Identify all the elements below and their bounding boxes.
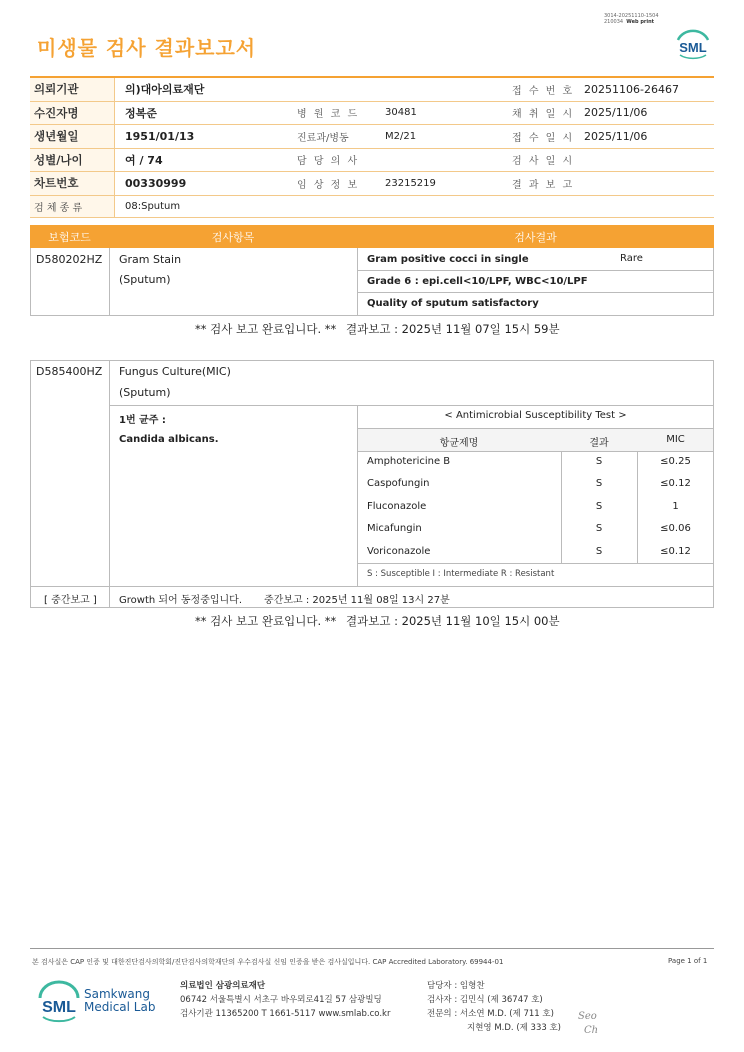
col-drug: 항균제명 (439, 438, 479, 449)
col-result: 결과 (589, 438, 609, 449)
report-complete: ** 검사 보고 완료입니다. ** (195, 614, 337, 628)
test-name: Fungus Culture(MIC) (119, 365, 231, 378)
sml-logo-icon (674, 26, 712, 60)
report-code: 3014-20251110-1504 210034 Web print (604, 13, 659, 25)
interim-report-time: 중간보고 : 2025년 11월 08일 13시 27분 (264, 595, 450, 606)
report-time: 결과보고 : 2025년 11월 07일 15시 59분 (346, 322, 560, 336)
gram-result-2: Grade 6 : epi.cell<10/LPF, WBC<10/LPF (367, 276, 588, 287)
drug-result: S (595, 546, 603, 557)
signature: Seo Ch (578, 1011, 599, 1036)
gram-result-1: Gram positive cocci in single (367, 254, 529, 265)
insurance-code: D585400HZ (36, 365, 103, 378)
gram-result-3: Quality of sputum satisfactory (367, 298, 539, 309)
interim-text: Growth 되어 동정중입니다. (119, 595, 243, 606)
drug-mic: 1 (672, 501, 679, 512)
drug-name: Amphotericine B (367, 456, 451, 467)
info-row: 의뢰기관 의)대아의료재단 접 수 번 호 20251106-26467 (30, 78, 714, 102)
drug-name: Fluconazole (367, 501, 427, 512)
drug-name: Voriconazole (367, 546, 431, 557)
drug-result: S (595, 478, 603, 489)
specimen: (Sputum) (119, 273, 171, 286)
drug-mic: ≤0.12 (660, 478, 691, 489)
drug-name: Micafungin (367, 523, 422, 534)
company-name: Samkwang Medical Lab (84, 987, 156, 1014)
company-info: 의료법인 삼광의료재단 06742 서울특별시 서초구 바우뫼로41길 57 삼광빌딩 검사기관 11365200 T 1661-5117 www.smlab.co.kr (180, 981, 391, 1019)
ast-legend: S : Susceptible I : Intermediate R : Resistant (367, 569, 555, 579)
certification-note: 본 검사실은 CAP 인증 및 대한진단검사의학회/진단검사의학재단의 우수검사실 신임 인증을 받은 검사실입니다. CAP Accredited Laboratory. 69944-01 (32, 958, 504, 966)
info-row: 차트번호 00330999 임 상 정 보 23215219 결 과 보 고 (30, 172, 714, 196)
drug-name: Caspofungin (367, 478, 430, 489)
info-row: 검 체 종 류 08:Sputum (30, 196, 714, 218)
drug-result: S (595, 501, 603, 512)
interim-label: [ 중간보고 ] (44, 595, 97, 606)
strain-label: 1번 균주 : (119, 415, 166, 426)
col-mic: MIC (666, 434, 685, 445)
drug-mic: ≤0.12 (660, 546, 691, 557)
gram-result-1-value: Rare (620, 253, 643, 264)
drug-result: S (595, 456, 603, 467)
info-row: 성별/나이 여 / 74 담 당 의 사 검 사 일 시 (30, 149, 714, 173)
strain-name: Candida albicans. (119, 434, 219, 445)
svg-text:SML: SML (679, 40, 707, 55)
drug-mic: ≤0.06 (660, 523, 691, 534)
svg-text:SML: SML (42, 999, 76, 1016)
page-number: Page 1 of 1 (668, 957, 708, 965)
drug-result: S (595, 523, 603, 534)
specimen: (Sputum) (119, 386, 171, 399)
report-time: 결과보고 : 2025년 11월 10일 15시 00분 (346, 614, 560, 628)
patient-info-table (30, 76, 714, 218)
info-row: 수진자명 정복준 병 원 코 드 30481 채 취 일 시 2025/11/06 (30, 102, 714, 126)
insurance-code: D580202HZ (36, 253, 103, 266)
staff-info: 담당자 : 임형찬 검사자 : 김민식 (제 36747 호) 전문의 : 서소연 M.D. (제 711 호) 지현영 M.D. (제 333 호) (427, 981, 562, 1033)
report-complete: ** 검사 보고 완료입니다. ** (195, 322, 337, 336)
page-title: 미생물 검사 결과보고서 (37, 36, 257, 60)
drug-mic: ≤0.25 (660, 456, 691, 467)
results-table-header: 보험코드 검사항목 검사결과 (30, 225, 714, 248)
samkwang-logo-icon (36, 980, 82, 1024)
ast-title: < Antimicrobial Susceptibility Test > (444, 410, 627, 421)
info-row: 생년월일 1951/01/13 진료과/병동 M2/21 접 수 일 시 2025/11/06 (30, 125, 714, 149)
test-name: Gram Stain (119, 253, 182, 266)
